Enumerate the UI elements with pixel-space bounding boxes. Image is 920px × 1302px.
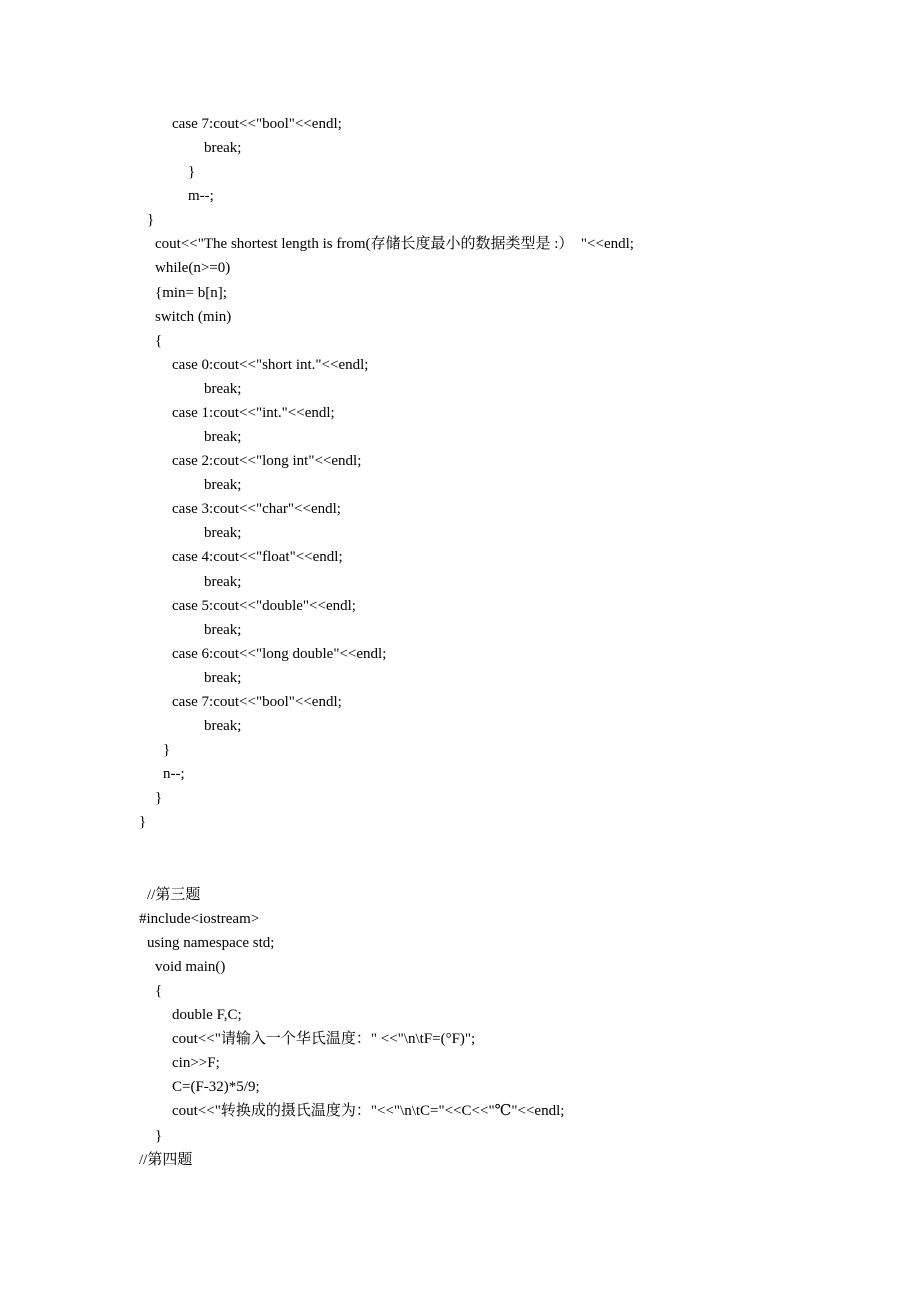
code-line: case 6:cout<<"long double"<<endl; <box>172 646 387 662</box>
code-line: //第三题 <box>147 887 201 903</box>
code-line: } <box>139 814 147 830</box>
code-line: break; <box>204 718 242 734</box>
code-line: case 3:cout<<"char"<<endl; <box>172 501 341 517</box>
code-line: case 7:cout<<"bool"<<endl; <box>172 116 342 132</box>
code-line: m--; <box>188 188 214 204</box>
code-line: switch (min) <box>155 309 232 325</box>
code-line: case 7:cout<<"bool"<<endl; <box>172 694 342 710</box>
code-line: cin>>F; <box>172 1055 220 1071</box>
code-line: } <box>155 1128 163 1144</box>
code-line: case 1:cout<<"int."<<endl; <box>172 405 335 421</box>
code-line: } <box>163 742 171 758</box>
code-line: double F,C; <box>172 1007 242 1023</box>
code-line: n--; <box>163 766 185 782</box>
code-line: break; <box>204 670 242 686</box>
code-line: while(n>=0) <box>155 260 231 276</box>
code-line: case 4:cout<<"float"<<endl; <box>172 549 343 565</box>
code-line: case 5:cout<<"double"<<endl; <box>172 598 356 614</box>
code-line: break; <box>204 622 242 638</box>
code-line: break; <box>204 429 242 445</box>
code-line: #include<iostream> <box>139 911 260 927</box>
code-line: void main() <box>155 959 226 975</box>
code-line: case 0:cout<<"short int."<<endl; <box>172 357 369 373</box>
code-line: {min= b[n]; <box>155 285 227 301</box>
code-line: break; <box>204 140 242 156</box>
code-line: using namespace std; <box>147 935 275 951</box>
code-line: C=(F-32)*5/9; <box>172 1079 260 1095</box>
code-line: break; <box>204 381 242 397</box>
code-line: } <box>155 790 163 806</box>
code-line: break; <box>204 574 242 590</box>
code-line: } <box>188 164 196 180</box>
code-line: { <box>155 333 163 349</box>
code-line: cout<<"转换成的摄氏温度为："<<"\n\tC="<<C<<"℃"<<endl; <box>172 1103 565 1119</box>
code-line: } <box>147 212 155 228</box>
code-line: case 2:cout<<"long int"<<endl; <box>172 453 362 469</box>
code-line: break; <box>204 477 242 493</box>
code-line: break; <box>204 525 242 541</box>
code-line: { <box>155 983 163 999</box>
code-line: //第四题 <box>139 1152 193 1168</box>
code-line: cout<<"The shortest length is from(存储长度最小的数据类型是 :） "<<endl; <box>155 236 634 252</box>
code-line: cout<<"请输入一个华氏温度：" <<"\n\tF=(°F)"; <box>172 1031 476 1047</box>
